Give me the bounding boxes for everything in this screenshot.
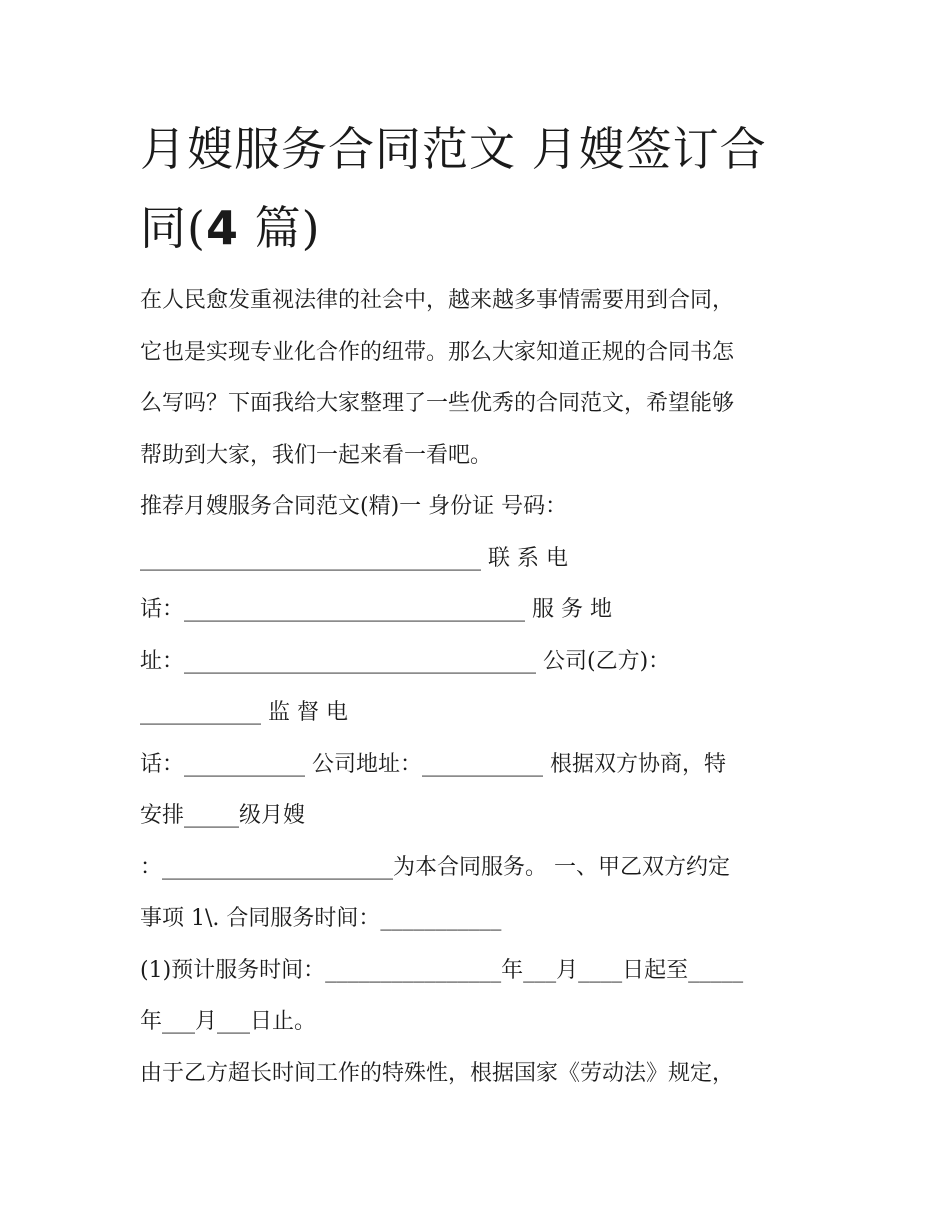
contract-line: _______________________________ 联 系 电	[140, 545, 568, 571]
contract-line: 址：________________________________ 公司(乙方)：	[140, 648, 671, 674]
intro-line: 它也是实现专业化合作的纽带。那么大家知道正规的合同书怎	[140, 339, 735, 365]
contract-line: 由于乙方超长时间工作的特殊性，根据国家《劳动法》规定，	[140, 1060, 735, 1086]
title-count: 4	[205, 201, 239, 255]
intro-line: 在人民愈发重视法律的社会中，越来越多事情需要用到合同，	[140, 288, 735, 313]
intro-line: 么写吗？下面我给大家整理了一些优秀的合同范文，希望能够	[140, 391, 735, 416]
contract-line: 安排_____级月嫂	[140, 803, 306, 828]
contract-line: (1)预计服务时间：________________年___月____日起至_____	[140, 957, 744, 983]
contract-line: 话：___________ 公司地址：___________ 根据双方协商，特	[140, 751, 726, 777]
intro-line: 帮助到大家，我们一起来看一看吧。	[140, 442, 493, 468]
title-line-2-suffix: 篇)	[238, 201, 321, 255]
contract-line: 话：_______________________________ 服 务 地	[140, 597, 612, 622]
contract-line: ___________ 监 督 电	[140, 700, 348, 725]
title-line-1: 月嫂服务合同范文 月嫂签订合	[140, 122, 767, 176]
document-title	[140, 110, 830, 268]
document-body	[140, 275, 830, 1099]
title-line-2-prefix: 同(	[140, 201, 206, 255]
contract-line: ：_____________________为本合同服务。 一、甲乙双方约定	[140, 854, 730, 880]
contract-line: 推荐月嫂服务合同范文(精)一 身份证 号码：	[140, 494, 568, 519]
contract-line: 事项 1\. 合同服务时间：___________	[140, 906, 502, 931]
contract-line: 年___月___日止。	[140, 1009, 317, 1034]
